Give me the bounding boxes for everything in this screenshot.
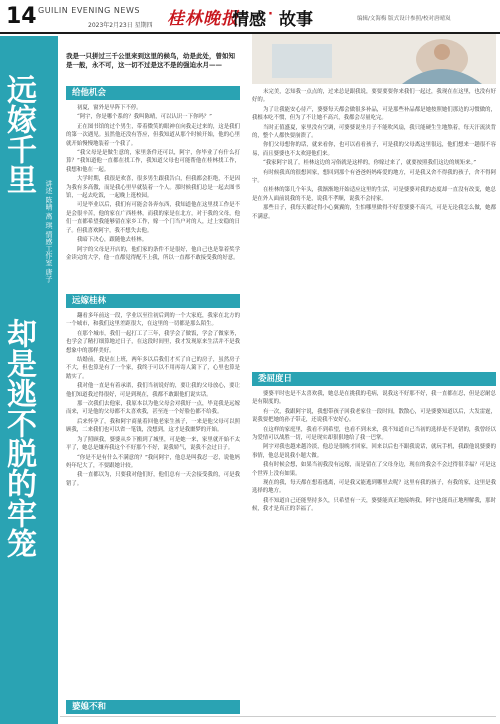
column-2 (252, 88, 496, 368)
paragraph: 那些日子，我每天都过得小心翼翼的，生怕哪里做得不好惹婆婆不高兴，可是无论我怎么做，她都不满意。 (252, 205, 496, 220)
paragraph: 正在图书馆的过个男生，带着微笑的眼神在向我走过来的，这是我们的第一次遇见。虽然他还没有答应，但我知道从那个时候开始，他的心里就开始慢慢地装着一个我了。 (66, 123, 240, 147)
byline: 讲述 陈晴 离 琪 情感工作室 唐子 (45, 180, 53, 283)
paragraph: 结婚前，我是在上班，两年多以后我们才买了自己的房子，虽然房子不大，但也算是有了一个家，我终于可以不用再寄人篱下了，心里也算是踏实了。 (66, 357, 240, 380)
headline-line1: 远嫁千里 (1, 74, 36, 194)
paragraph: 有一次，我跟阿宇说，我想带孩子回我老家住一段时间，散散心，可是婆婆知道以后，大发雷霆，说我要把她的孙子带走，还说我不安好心。 (252, 408, 496, 424)
editors-credit: 编辑/文海梅 版式设计参照/校对唐晴岚 (357, 16, 451, 22)
paragraph: 当时正值盛夏，家里没有空调，可婆婆说坐月子不能吹风扇，我只能硬生生地熬着，每天汗流浃背的，整个人都快要崩溃了。 (252, 124, 496, 140)
paragraph: 在桂林的第几个年头，我渐渐地开始适应这里的生活，可是婆婆对我的态度却一直没有改变，她总是在外人面前说我的不是，说我不孝顺，说我不会持家。 (252, 187, 496, 202)
article-intro: 我是一只拼过三千公里来到这里的候鸟，幼是此处，曾如知是一般，永不可，这一切不过是这不是的强迫水月—— (66, 52, 235, 69)
headline-line2: 却是逃不脱的牢笼 (1, 318, 36, 558)
paragraph: 在那个城市，我们一起打工了三年，我学会了做饭，学会了做家务，也学会了精打细算地过日子，在这段时间里，我才发现原来生活并不是我想象中的那样美好。 (66, 330, 240, 354)
paragraph: 我暗下决心，跟随他去桂林。 (77, 237, 148, 244)
paragraph: “你是不是有什么不满意的？”我问阿宇，他总是叫我忍一忍，说他妈妈年纪大了，不要跟她计较。 (66, 454, 240, 469)
section-title: 情感 (232, 10, 266, 30)
paragraph: “我父母是是做生意的，家里条件还可以，阿宇，你毕业了有什么打算？”我知道他一直都在找工作，我知道父母也可能帮他在桂林找工作，我想和他在一起。 (66, 150, 240, 173)
page-number: 14 (6, 4, 37, 29)
paragraph: 可是毕业以后，我们有可能会各奔东西，我知道他在这里找工作是不是会很辛苦，他的家在广西桂林，而我的家是在北方，对于我的父母，他们一直都希望我能够留在家乡工作，嫁一个门当户对的人，过上安稳的日子。但我喜欢阿宇，我不想失去他。 (66, 202, 240, 234)
paragraph: 翻看多年前这一段，学业以至往初后到的一个大家庭，我家在北方的一个城市，和我们这里差距很大，在这里的一切都是那么陌生。 (66, 313, 240, 328)
paragraph: 我不知道自己还能坚持多久，只希望有一天，婆婆能真正地接纳我，阿宇也能真正地理解我，那时候，我才是真正的幸福了。 (252, 497, 496, 513)
paragraph: 现在的我，每天都在想着逃离，可是我又能逃到哪里去呢？这里有我的孩子，有我的家，这里是我选择的地方。 (252, 480, 496, 495)
paragraph: 在这样的家庭里，我看不到希望，也看不到未来，我不知道自己当初的选择是不是错的，我曾经以为爱情可以战胜一切，可是现实却狠狠地给了我一巴掌。 (252, 426, 496, 442)
paragraph: 未完美，怎知我一点点的，过来总是跟我说，要要要要你来我们一起过，我现在在这里，也没有好好的。 (252, 89, 496, 104)
paragraph: “我家阿宇说了，桂林这边的习俗就是这样的，你嫁过来了，就要按照我们这边的规矩来。” (263, 160, 477, 167)
paragraph: 婆婆平时也是不太喜欢我，她总是在挑我的毛病，说我这不好那不好，我一直都在忍，但是忍耐总是有限度的。 (252, 391, 496, 406)
paragraph: 阿宇对我也越来越冷淡，他总是很晚才回家，回来以后也不跟我说话，就玩手机，我跟他说婆婆的事情，他总是说我小题大做。 (252, 444, 496, 459)
paragraph: 阿宇的父母是开店的，他们家的条件不是很好，他自己也是靠着奖学金读完的大学，他一直都觉得配不上我，所以一直都不敢接受我的好意。 (66, 246, 240, 261)
page-header (0, 0, 500, 34)
paragraph: 为了让我能安心待产，婆婆每天都会做很多补品，可是那些补品都是她按照她们那边的习惯做的，我根本吃不惯，但为了不让她不高兴，我都会尽量吃完。 (252, 106, 496, 122)
paragraph: 你们父母想你的话，就来看你，也可以看看孩子，可是我的父母离这里很远，他们想来一趟很不容易，而且婆婆也不太欢迎他们来。 (252, 142, 496, 157)
paragraph: 我对他一直是有着承诺，我们当初说好的，要让我的父母放心，要让他们知道我过得很好，可是到现在，我都不敢跟他们说实话。 (66, 383, 240, 398)
paragraph: 我有时候会想，如果当初我没有远嫁，而是留在了父母身边，现在的我会不会过得很幸福？可是这个世界上没有如果。 (252, 462, 496, 477)
column-3 (252, 390, 496, 708)
illustration-top (252, 34, 496, 84)
paragraph: 有时候我真的很想回家，想回到那个有爸爸妈妈疼爱的地方，可是我又舍不得我的孩子，舍不得阿宇。 (252, 169, 496, 185)
column-1-top (66, 104, 240, 290)
paragraph: 初夏，窗外是早阵下不停。 (77, 105, 142, 111)
paragraph: 大学时期，我很是欢喜，很多男生跟我告白，但我都会拒绝，不是因为我有多高傲，而是我心里早就装着一个人。那时候我们总是一起去图书馆，一起去吃饭，一起晚上逛校园。 (66, 176, 240, 200)
paragraph: 那一次我们去他家，我原本以为他父母会对我好一点，毕竟我是远嫁而来，可是他的父母都不太喜欢我，甚至连一个好脸色都不给我。 (66, 401, 240, 416)
section-separator: · (268, 7, 273, 22)
paragraph: 后来怀孕了，我和阿宇商量着回他老家生孩子，一来是他父母可以照顾我，二来我们也可以省一笔钱，没想到，这才是我噩梦的开始。 (66, 418, 240, 434)
paper-date: 2023年2月23日 星期四 (88, 22, 153, 29)
paragraph: 我一直都以为，只要我对他们好，他们总有一天会接受我的，可是我错了。 (66, 472, 240, 487)
subhead-3: 婆媳不和 (66, 700, 240, 714)
paper-logo: 桂林晚报 (167, 9, 239, 29)
paper-name-en: GUILIN EVENING NEWS (38, 6, 140, 15)
headline-bar (0, 36, 58, 724)
subhead-4: 委屈度日 (252, 372, 496, 386)
illustration-graphic (252, 34, 496, 84)
subhead-1: 给他机会 (66, 86, 240, 100)
paragraph: 为了照顾我，婆婆从乡下搬到了城里，可是她一来，家里就开始不太平了，她总是嫌弃我这个不好那个不好，说我娇气，说我不会过日子。 (66, 436, 240, 452)
column-1-bottom (66, 312, 240, 704)
paragraph: “阿宇，你是哪个系的？我叫陈晴，可以认识一下你吗？” (77, 114, 212, 121)
footer-rule (60, 716, 496, 717)
subhead-2: 远嫁桂林 (66, 294, 240, 308)
section-subtitle: 故事 (279, 10, 313, 30)
